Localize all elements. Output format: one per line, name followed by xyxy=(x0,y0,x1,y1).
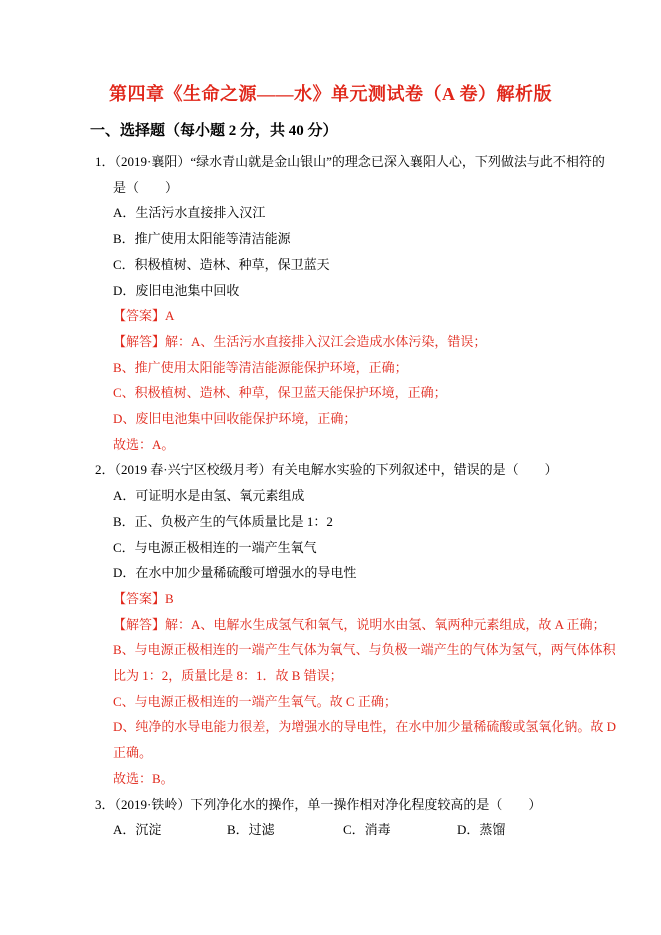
question-3-options-row xyxy=(113,817,661,843)
question-2-explanation-line-2: B、与电源正极相连的一端产生气体为氧气、与负极一端产生的气体为氢气，两气体体积 xyxy=(113,642,616,658)
question-2-explanation-line-1: 【解答】解：A、电解水生成氢气和氧气，说明水由氢、氧两种元素组成，故 A 正确； xyxy=(113,616,606,632)
question-1-option-a: A．生活污水直接排入汉江 xyxy=(113,205,266,221)
question-2-option-c: C．与电源正极相连的一端产生氧气 xyxy=(113,539,317,555)
question-1-option-b: B．推广使用太阳能等清洁能源 xyxy=(113,231,291,247)
question-1-conclusion: 故选：A。 xyxy=(113,436,175,452)
question-2-explanation-line-4: C、与电源正极相连的一端产生氧气。故 C 正确； xyxy=(113,693,397,709)
question-3-option-c: C．消毒 xyxy=(343,822,391,838)
question-1-answer-label: 【答案】A xyxy=(113,308,175,324)
question-1-explanation-line-4: D、废旧电池集中回收能保护环境，正确； xyxy=(113,411,357,427)
question-1-explanation-line-3: C、积极植树、造林、种草，保卫蓝天能保护环境，正确； xyxy=(113,385,447,401)
question-2-conclusion: 故选：B。 xyxy=(113,770,174,786)
question-3-option-b: B．过滤 xyxy=(227,822,275,838)
question-1-option-c: C．积极植树、造林、种草，保卫蓝天 xyxy=(113,256,330,272)
question-2-option-d: D．在水中加少量稀硫酸可增强水的导电性 xyxy=(113,565,357,581)
question-1-stem-line-1: 1．（2019·襄阳）“绿水青山就是金山银山”的理念已深入襄阳人心，下列做法与此不相符的 xyxy=(95,154,605,169)
document-title: 第四章《生命之源——水》单元测试卷（A 卷）解析版 xyxy=(108,84,552,104)
question-1-option-d: D．废旧电池集中回收 xyxy=(113,282,240,298)
question-2-explanation-line-5: D、纯净的水导电能力很差，为增强水的导电性，在水中加少量稀硫酸或氢氧化钠。故 D xyxy=(113,719,617,735)
question-2-option-b: B．正、负极产生的气体质量比是 1：2 xyxy=(113,513,333,529)
section-heading: 一、选择题（每小题 2 分，共 40 分） xyxy=(90,123,338,139)
question-2-explanation-line-3: 比为 1：2，质量比是 8：1．故 B 错误； xyxy=(113,668,343,684)
question-2-option-a: A．可证明水是由氢、氧元素组成 xyxy=(113,488,305,504)
question-1-explanation-line-2: B、推广使用太阳能等清洁能源能保护环境，正确； xyxy=(113,359,408,375)
question-1-explanation-line-1: 【解答】解：A、生活污水直接排入汉江会造成水体污染，错误； xyxy=(113,333,487,349)
question-1-stem-line-2: 是（ ） xyxy=(113,179,179,195)
question-2-explanation-line-6: 正确。 xyxy=(113,745,153,761)
question-3-option-d: D．蒸馏 xyxy=(457,822,506,838)
question-3-stem-line-1: 3．（2019·铁岭）下列净化水的操作，单一操作相对净化程度较高的是（ ） xyxy=(95,796,542,812)
question-2-stem-line-1: 2．（2019 春·兴宁区校级月考）有关电解水实验的下列叙述中，错误的是（ ） xyxy=(95,462,558,478)
question-2-answer-label: 【答案】B xyxy=(113,590,174,606)
question-3-option-a: A．沉淀 xyxy=(113,822,162,838)
